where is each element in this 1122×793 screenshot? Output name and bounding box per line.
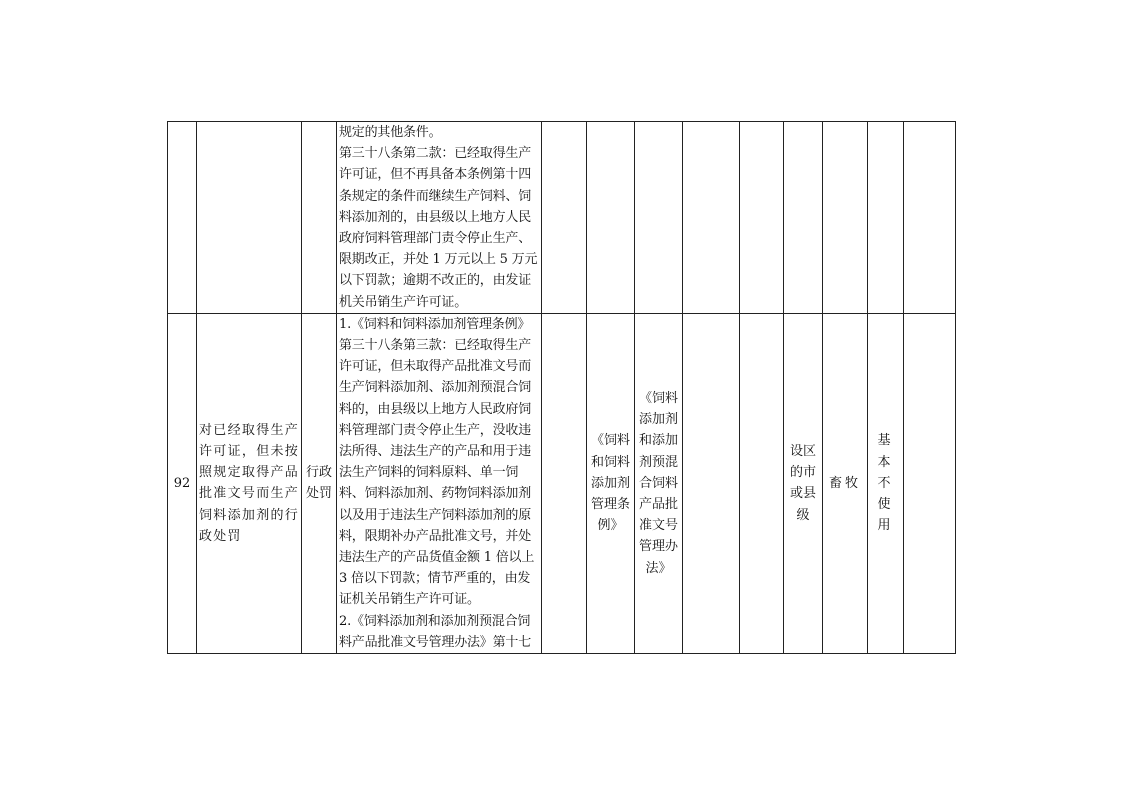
item-type-cell xyxy=(302,122,337,314)
regulation-name-cell: 《饲料和饲料添加剂管理条例》 xyxy=(587,313,635,653)
table-cell xyxy=(587,122,635,314)
item-name-cell: 对已经取得生产许可证，但未按照规定取得产品批准文号而生产饲料添加剂的行政处罚 xyxy=(197,313,302,653)
legal-basis-cell: 1.《饲料和饲料添加剂管理条例》第三十八条第三款：已经取得生产许可证，但未取得产品批准文号而生产饲料添加剂、添加剂预混合饲料的，由县级以上地方人民政府饲料管理部门责令停止生产，没收违法所得、违法生产的产品和用于违法生产饲料的饲料原料、单一饲料、饲料添加剂、药物饲料添加剂以及用于违法生产饲料添加剂的原料，限期补办产品批准文号，并处违法生产的产品货值金额 1 倍以上 3 倍以下罚款；情节严重的，由发证机关吊销生产许可证。 2.《饲料添加剂和添加剂预混合饲料产品批准文号管理办法》第十七 xyxy=(337,313,542,653)
table-cell xyxy=(542,122,587,314)
item-number-cell xyxy=(168,122,197,314)
jurisdiction-level-cell: 设区的市或县级 xyxy=(784,313,823,653)
table-cell xyxy=(683,313,740,653)
item-type-cell: 行政处罚 xyxy=(302,313,337,653)
table-cell xyxy=(784,122,823,314)
table-cell xyxy=(904,313,956,653)
table-cell xyxy=(823,122,868,314)
table-cell xyxy=(740,122,784,314)
measures-name-cell: 《饲料添加剂和添加剂预混合饲料产品批准文号管理办法》 xyxy=(635,313,683,653)
table-row xyxy=(168,122,956,314)
legal-basis-cell: 规定的其他条件。 第三十八条第二款：已经取得生产许可证，但不再具备本条例第十四条规定的条件而继续生产饲料、饲料添加剂的，由县级以上地方人民政府饲料管理部门责令停止生产、限期改正，并处 1 万元以上 5 万元以下罚款；逾期不改正的，由发证机关吊销生产许可证。 xyxy=(337,122,542,314)
usage-frequency-cell: 基本不使用 xyxy=(868,313,904,653)
table-cell xyxy=(740,313,784,653)
table-row xyxy=(168,313,956,653)
table-cell xyxy=(542,313,587,653)
table-cell xyxy=(868,122,904,314)
table-cell xyxy=(635,122,683,314)
regulation-table xyxy=(167,121,956,654)
table-cell xyxy=(904,122,956,314)
item-name-cell xyxy=(197,122,302,314)
item-number-cell: 92 xyxy=(168,313,197,653)
table-cell xyxy=(683,122,740,314)
department-cell: 畜牧 xyxy=(823,313,868,653)
